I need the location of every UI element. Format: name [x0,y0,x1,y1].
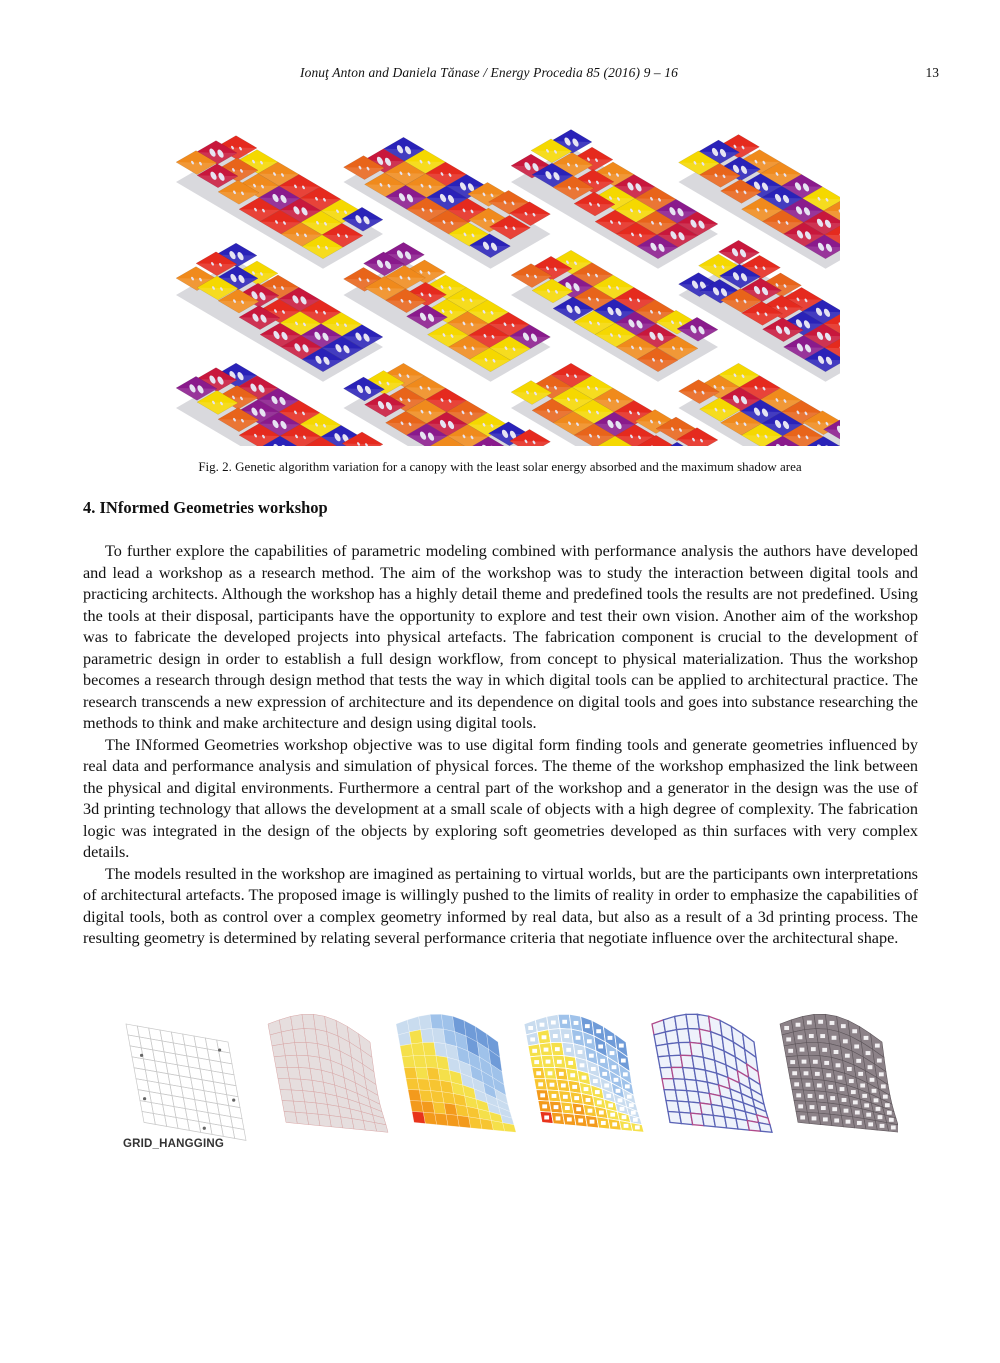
perforation [807,1020,812,1024]
perforation [599,1111,604,1115]
stage-flat-wire-grid [126,1024,246,1140]
perforation [798,1035,803,1039]
grid-hanging-image [118,1010,898,1160]
figure-2-canopy-variations [170,106,840,446]
perforation [530,1037,535,1041]
surface-cell [415,1067,428,1079]
running-title: Ionuţ Anton and Daniela Tănase / Energy Procedia 85 (2016) 9 – 16 [300,65,678,80]
stage-frame-grid [652,1014,772,1132]
perforation [857,1121,862,1125]
perforation [881,1084,886,1088]
anchor-point [218,1048,221,1051]
figure-2-caption: Fig. 2. Genetic algorithm variation for a canopy with the least solar energy absorbed and the maximum shadow area [198,459,802,474]
perforation [548,1071,553,1075]
perforation [570,1073,575,1077]
stage-printed-geometry [780,1014,898,1132]
perforation [868,1065,873,1069]
perforation [817,1083,822,1087]
perforation [622,1115,627,1119]
perforation [538,1082,543,1086]
canopy-variant [344,137,551,269]
perforation [633,1118,638,1122]
perforation [610,1051,615,1055]
surface-cell [233,1127,246,1140]
surface-cell [404,1067,417,1078]
perforation [532,1049,537,1053]
figure-3-label: GRID_HANGGING [123,1138,224,1150]
canopy-grid-image [170,106,840,446]
perforation [812,1116,817,1120]
surface-cell [283,1043,296,1056]
surface-cell [406,1079,419,1090]
perforation [860,1084,865,1088]
perforation [832,1036,837,1040]
perforation [815,1072,820,1076]
perforation [544,1048,549,1052]
perforation [792,1071,797,1075]
perforation [534,1060,539,1064]
perforation [796,1093,801,1097]
perforation [809,1034,814,1038]
canopy-variant [176,243,383,382]
perforation [567,1117,572,1121]
perforation [864,1103,869,1107]
perforation [802,1060,807,1064]
perforation [784,1026,789,1030]
perforation [843,1039,848,1043]
perforation [834,1118,839,1122]
perforation [551,1020,556,1024]
surface-cell [423,1042,436,1055]
surface-cell [409,1030,422,1044]
perforation [631,1111,636,1115]
perforation [874,1098,879,1102]
page-number: 13 [925,65,939,80]
perforation [598,1044,603,1048]
perforation [580,1063,585,1067]
perforation [819,1095,824,1099]
perforation [600,1059,605,1063]
perforation [624,1124,629,1128]
perforation [608,1103,613,1107]
perforation [794,1082,799,1086]
perforation [589,1054,594,1058]
perforation [877,1059,882,1063]
perforation [623,1072,628,1076]
perforation [542,1104,547,1108]
perforation [788,1049,793,1053]
perforation [851,1090,856,1094]
perforation [800,1115,805,1119]
perforation [786,1037,791,1041]
perforation [853,1100,858,1104]
perforation [590,1120,595,1124]
surface-cell [285,1055,298,1067]
perforation [790,1060,795,1064]
perforation [876,1107,881,1111]
perforation [834,1050,839,1054]
perforation [821,1106,826,1110]
surface-cell [291,1014,304,1029]
perforation [847,1067,852,1071]
perforation [565,1106,570,1110]
perforation [578,1050,583,1054]
perforation [619,1044,624,1048]
perforation [856,1059,861,1063]
perforation [574,1021,579,1025]
perforation [862,1094,867,1098]
anchor-point [143,1097,146,1100]
perforation [844,1109,849,1113]
perforation [608,1036,613,1040]
perforation [800,1048,805,1052]
perforation [866,1113,871,1117]
perforation [562,1020,567,1024]
surface-cell [278,1079,291,1090]
perforation [887,1111,892,1115]
perforation [822,1048,827,1052]
stage-perforated-heatmap [524,1014,644,1132]
perforation [576,1036,581,1040]
perforation [811,1047,816,1051]
perforation [544,1115,549,1119]
perforation [620,1107,625,1111]
perforation [866,1051,871,1055]
perforation [542,1035,547,1039]
perforation [806,1083,811,1087]
perforation [557,1060,562,1064]
perforation [828,1085,833,1089]
perforation [587,1039,592,1043]
canopy-variant [344,242,551,381]
perforation [564,1034,569,1038]
perforation [553,1034,558,1038]
perforation [627,1095,632,1099]
perforation [595,1090,600,1094]
perforation [885,1103,890,1107]
surface-cell [295,1042,308,1055]
paragraph-3: The models resulted in the workshop are imagined as pertaining to virtual worlds, but are the participants own interpretations of architectural artefacts. The proposed image is willingly pushed to the limits of reality in order to emphasize the capabilities of digital tools, both as control over a complex geometry informed by real data, but also as a result of a 3d printing process. The resulting geometry is determined by relating several performance criteria that negotiate influence over the architectural shape. [83,864,918,947]
perforation [635,1125,640,1129]
perforation [883,1095,888,1099]
paragraph-1: To further explore the capabilities of parametric modeling combined with performance analysis the authors have developed and lead a workshop as a research method. The aim of the workshop was to study the interaction between digital tools and practicing architects. Although the workshop has a highly detail theme and predefined tools the results are not predefined. Using the tools at their disposal, participants have the opportunity to explore and test their own vision. Another aim of the workshop was to fabricate the developed projects into physical artefacts. The fabrication component is crucial to the development of parametric design in order to establish a full design workflow, from concept to physical materialization. Thus the workshop becomes a research through design method that tests the way in which digital tools can be applied to architectural practice. The research transcends a new expression of architecture and its dependence on digital tools and goes into substance researching the methods to think and make architecture and design using digital tools. [83,542,918,732]
perforation [552,1094,557,1098]
perforation [842,1098,847,1102]
perforation [604,1084,609,1088]
perforation [596,1029,601,1033]
perforation [582,1076,587,1080]
anchor-point [203,1127,206,1130]
perforation [586,1098,591,1102]
perforation [629,1103,634,1107]
perforation [820,1034,825,1038]
canopy-variant [511,250,718,382]
perforation [852,1029,857,1033]
perforation [870,1078,875,1082]
perforation [606,1094,611,1098]
canopy-variant [176,136,383,269]
perforation [559,1072,564,1076]
perforation [540,1093,545,1097]
perforation [585,1024,590,1028]
perforation [813,1060,818,1064]
perforation [572,1085,577,1089]
perforation [804,1071,809,1075]
canopy-variant [679,134,841,268]
perforation [841,1024,846,1028]
perforation [610,1113,615,1117]
perforation [574,1096,579,1100]
perforation [597,1100,602,1104]
perforation [832,1107,837,1111]
figure-3-grid-hanging-sequence [118,1010,898,1160]
perforation [875,1044,880,1048]
perforation [588,1109,593,1113]
perforation [576,1107,581,1111]
perforation [826,1073,831,1077]
perforation [563,1095,568,1099]
perforation [854,1044,859,1048]
perforation [872,1089,877,1093]
surface-cell [279,1016,292,1032]
perforation [830,1096,835,1100]
perforation [849,1079,854,1083]
perforation [561,1083,566,1087]
surface-cell [421,1029,434,1043]
perforation [810,1105,815,1109]
perforation [808,1094,813,1098]
perforation [868,1122,873,1126]
surface-cell [400,1044,413,1057]
perforation [568,1061,573,1065]
perforation [536,1071,541,1075]
perforation [625,1084,630,1088]
perforation [616,1089,621,1093]
perforation [612,1122,617,1126]
surface-cell [281,1030,294,1044]
perforation [550,1083,555,1087]
perforation [855,1111,860,1115]
perforation [614,1078,619,1082]
perforation [889,1118,894,1122]
perforation [864,1036,869,1040]
surface-cell [302,1014,315,1029]
perforation [554,1105,559,1109]
perforation [578,1118,583,1122]
perforation [584,1087,589,1091]
perforation [601,1121,606,1125]
surface-cell [413,1055,426,1067]
perforation [830,1021,835,1025]
perforation [823,1117,828,1121]
surface-cell [407,1016,420,1032]
perforation [621,1059,626,1063]
perforation [878,1115,883,1119]
perforation [540,1023,545,1027]
running-header [0,65,1000,85]
perforation [591,1067,596,1071]
stage-hanging-surface [268,1014,388,1132]
perforation [528,1026,533,1030]
body-text [83,541,918,950]
perforation [836,1063,841,1067]
surface-cell [293,1029,306,1043]
anchor-point [232,1099,235,1102]
surface-cell [276,1067,289,1078]
surface-cell [419,1014,432,1029]
surface-cell [287,1067,300,1079]
stage-analysis-heatmap [396,1014,516,1132]
perforation [556,1116,561,1120]
perforation [846,1120,851,1124]
surface-cell [411,1043,424,1056]
anchor-point [140,1054,143,1057]
perforation [602,1072,607,1076]
perforation [566,1048,571,1052]
perforation [555,1047,560,1051]
perforation [838,1076,843,1080]
perforation [880,1124,885,1128]
canopy-variant [511,130,718,269]
paragraph-2: The INformed Geometries workshop objective was to use digital form finding tools and generate geometries influenced by real data and performance analysis and simulation of physical forces. The theme of the workshop emphasized the link between the physical and digital environments. Furthermore a central part of the workshop and a generator in the design was the use of 3d printing technology that allows the development at a small scale of objects with a high degree of complexity. The fabrication logic was integrated in the design of the objects by exploring soft geometries developed as thin surfaces with very complex details. [83,735,918,861]
perforation [891,1125,896,1129]
surface-cell [430,1014,443,1029]
surface-cell [272,1044,285,1057]
surface-cell [274,1056,287,1068]
perforation [546,1060,551,1064]
perforation [824,1061,829,1065]
section-heading: 4. INformed Geometries workshop [83,498,328,517]
perforation [593,1079,598,1083]
perforation [845,1054,850,1058]
perforation [840,1087,845,1091]
perforation [858,1072,863,1076]
perforation [879,1072,884,1076]
perforation [618,1098,623,1102]
perforation [818,1020,823,1024]
perforation [612,1065,617,1069]
perforation [798,1104,803,1108]
perforation [796,1023,801,1027]
surface-cell [402,1056,415,1068]
